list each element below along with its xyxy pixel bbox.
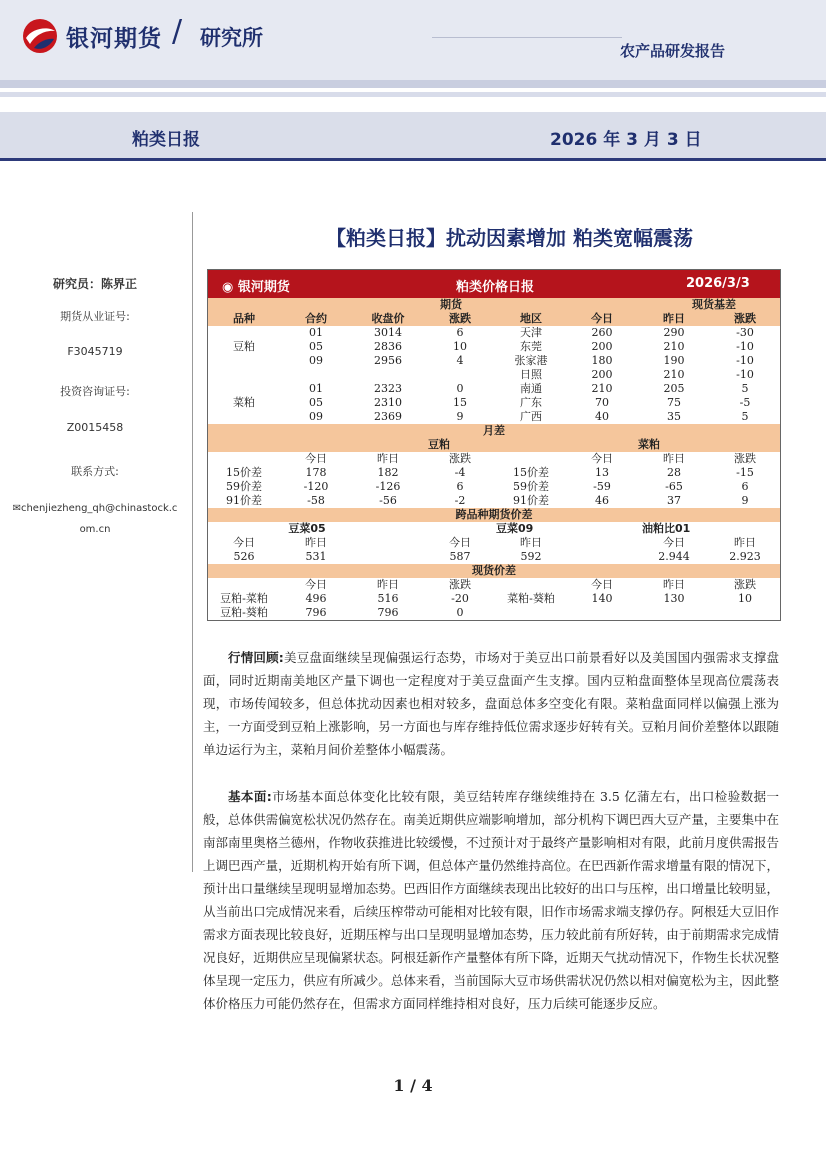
month-row — [208, 466, 780, 480]
month-rows — [208, 466, 780, 508]
col-header: 今日 — [305, 578, 327, 591]
cell: 70 — [595, 396, 609, 409]
rapemeal-label: 菜粕 — [496, 438, 780, 452]
cell: 180 — [591, 354, 613, 367]
cell: 40 — [595, 410, 609, 423]
consult-number: Z0015458 — [66, 421, 124, 434]
futures-row — [208, 354, 780, 368]
cell: -59 — [593, 480, 611, 493]
header-stripe-thin — [0, 92, 826, 97]
cell: 2836 — [374, 340, 402, 353]
month-col-row — [208, 452, 780, 466]
col-header: 今日 — [449, 536, 471, 549]
cell: 200 — [591, 340, 613, 353]
cell: 46 — [595, 494, 609, 507]
cell — [208, 410, 280, 424]
cell — [208, 382, 280, 396]
cell — [208, 354, 280, 368]
cell: 130 — [663, 592, 685, 605]
cell — [566, 606, 638, 620]
cell: 张家港 — [514, 354, 548, 367]
col-header: 涨跌 — [449, 578, 471, 591]
cell: 190 — [663, 354, 685, 367]
cell: 592 — [520, 550, 542, 563]
cell: 豆粕-葵粕 — [220, 606, 268, 619]
month-section-label: 月差 — [208, 424, 780, 438]
cross-label-0909: 豆菜09 — [496, 522, 534, 535]
cell: 2323 — [374, 382, 402, 395]
cell: -65 — [665, 480, 683, 493]
header-rule — [432, 37, 622, 38]
cell: 广西 — [520, 410, 542, 423]
cell — [280, 368, 352, 382]
cell: -126 — [375, 480, 401, 493]
cell: 广东 — [520, 396, 542, 409]
cell: 210 — [663, 340, 685, 353]
price-table-header — [208, 270, 780, 298]
email-line-1[interactable]: ✉chenjiezheng_qh@chinastock.c — [12, 503, 178, 514]
col-header: 昨日 — [305, 536, 327, 549]
sidebar-divider — [192, 212, 193, 872]
cell: -15 — [736, 466, 754, 479]
month-row — [208, 494, 780, 508]
col-header: 昨日 — [638, 312, 710, 326]
cell: 2956 — [374, 354, 402, 367]
cell: 东莞 — [520, 340, 542, 353]
col-header: 昨日 — [663, 452, 685, 465]
cell: 6 — [741, 480, 749, 493]
cell: 05 — [309, 396, 323, 409]
cell: 3014 — [374, 326, 402, 339]
cell: 91价差 — [513, 494, 549, 507]
cell: 10 — [738, 592, 752, 605]
cross-value-row — [208, 550, 780, 564]
galaxy-logo-icon: ◉ — [222, 280, 238, 295]
cell — [208, 326, 280, 340]
col-header: 昨日 — [734, 536, 756, 549]
col-header: 收盘价 — [352, 312, 424, 326]
cell: 290 — [663, 326, 685, 339]
cross-label-0505: 豆菜05 — [288, 522, 326, 535]
spot-row — [208, 592, 780, 606]
col-header: 涨跌 — [734, 578, 756, 591]
mail-icon: ✉ — [12, 503, 21, 514]
cell: 35 — [667, 410, 681, 423]
fundamentals-text: 市场基本面总体变化比较有限，美豆结转库存继续维持在 3.5 亿蒲左右，出口检验数据一般，总体供需偏宽松状况仍然存在。南美近期供应端影响增加，部分机构下调巴西大豆产量，主要集中在南部南里奥格兰德州，作物收获推进比较缓慢，不过预计对于最终产量影响相对有限，此前月度供需报告上调巴西产量，近期机构开始有所下调，但总体产量仍然维持高位。在巴西新作需求增量有限的情况下，预计出口量继续呈现明显增加态势。巴西旧作方面继续表现出比较好的出口与压榨，出口增量比较明显，从当前出口完成情况来看，后续压榨带动可能相对比较有限，旧作市场需求端支撑仍存。阿根廷大豆旧作需求方面表现比较良好，近期压榨与出口呈现明显增加态势，压力较此前有所好转，由于前期需求完成情况良好，近期供应呈现偏紧状态。阿根廷新作产量整体有所下降，近期天气扰动情况下，作物生长状况整体呈现一定压力，供应有所减少。总体来看，当前国际大豆市场供需状况仍然以相对偏宽松为主，因此整体价格压力可能仍然存在，但需求方面同样维持相对良好，压力后续可能逐步反应。 — [203, 789, 780, 1011]
col-header: 品种 — [208, 312, 280, 326]
col-header: 今日 — [591, 578, 613, 591]
cell: 15 — [453, 396, 467, 409]
table-date: 2026/3/3 — [686, 276, 750, 291]
header-stripe — [0, 80, 826, 88]
cross-section-label: 跨品种期货价差 — [208, 508, 780, 522]
cell: 0 — [456, 606, 464, 619]
page-number: 1 / 4 — [393, 1076, 433, 1095]
cell: 南通 — [520, 382, 542, 395]
cell: -58 — [307, 494, 325, 507]
cell: -4 — [454, 466, 466, 479]
consult-label: 投资咨询证号: — [60, 385, 130, 398]
cell: 59价差 — [226, 480, 262, 493]
brand-name: 银河期货 — [66, 26, 162, 52]
cell: 178 — [305, 466, 327, 479]
cell: 75 — [667, 396, 681, 409]
cell: 2.923 — [729, 550, 761, 563]
cell: 5 — [741, 410, 749, 423]
col-header: 合约 — [280, 312, 352, 326]
cell: 菜粕 — [233, 396, 255, 409]
futures-header-row — [208, 312, 780, 326]
license-label: 期货从业证号: — [60, 310, 130, 323]
cell: -56 — [379, 494, 397, 507]
cell: -10 — [736, 368, 754, 381]
col-header: 今日 — [233, 536, 255, 549]
cell: 豆粕 — [233, 340, 255, 353]
cell — [352, 368, 424, 382]
cell: 15价差 — [226, 466, 262, 479]
cell: 587 — [449, 550, 471, 563]
brand-divider: / — [172, 14, 183, 49]
futures-row — [208, 396, 780, 410]
futures-row — [208, 326, 780, 340]
cell: 菜粕-葵粕 — [507, 592, 555, 605]
cell: 01 — [309, 326, 323, 339]
cell: 6 — [456, 326, 464, 339]
table-title: 粕类价格日报 — [456, 280, 535, 295]
month-section-row — [208, 424, 780, 438]
col-header: 昨日 — [377, 452, 399, 465]
cell: 天津 — [520, 326, 542, 339]
cell: 531 — [305, 550, 327, 563]
col-header: 涨跌 — [734, 452, 756, 465]
cell: 10 — [453, 340, 467, 353]
col-header: 地区 — [496, 312, 566, 326]
spot-row — [208, 606, 780, 620]
futures-row — [208, 340, 780, 354]
cell: -20 — [451, 592, 469, 605]
researcher: 研究员：陈界正 — [52, 277, 137, 291]
report-type: 农产品研发报告 — [620, 42, 726, 60]
col-header: 今日 — [566, 312, 638, 326]
cell: 526 — [233, 550, 255, 563]
title-bar — [0, 112, 826, 158]
galaxy-logo-icon — [22, 18, 58, 54]
table-logo: ◉ 银河期货 — [222, 280, 290, 295]
license-number: F3045719 — [67, 345, 123, 358]
cell — [710, 606, 780, 620]
futures-section-row — [208, 298, 780, 312]
cell: 豆粕-菜粕 — [220, 592, 268, 605]
spot-section-row — [208, 564, 780, 578]
futures-row — [208, 382, 780, 396]
contact-label: 联系方式: — [71, 465, 119, 478]
cell: -120 — [303, 480, 329, 493]
month-subheader-row — [208, 438, 780, 452]
cell: 4 — [456, 354, 464, 367]
basis-section-label: 现货基差 — [496, 298, 780, 312]
cell: -2 — [454, 494, 466, 507]
cell: 496 — [305, 592, 327, 605]
cell: 13 — [595, 466, 609, 479]
cell: 2369 — [374, 410, 402, 423]
cell — [208, 368, 280, 382]
cell: 日照 — [520, 368, 542, 381]
cell: 210 — [663, 368, 685, 381]
cell: 28 — [667, 466, 681, 479]
email-line-2[interactable]: om.cn — [79, 524, 111, 535]
col-header: 涨跌 — [424, 312, 496, 326]
cross-section-row — [208, 508, 780, 522]
col-header: 昨日 — [663, 578, 685, 591]
cell: 09 — [309, 354, 323, 367]
col-header: 今日 — [591, 452, 613, 465]
col-header: 昨日 — [520, 536, 542, 549]
cell: 182 — [377, 466, 399, 479]
col-header: 昨日 — [377, 578, 399, 591]
spot-section-label: 现货价差 — [208, 564, 780, 578]
price-table — [207, 269, 781, 621]
price-grid — [208, 298, 780, 620]
title-bar-underline — [0, 158, 826, 161]
cross-label-oilmeal: 油粕比01 — [642, 522, 691, 535]
cell: 37 — [667, 494, 681, 507]
cell — [496, 606, 566, 620]
col-header: 今日 — [663, 536, 685, 549]
cell: 796 — [377, 606, 399, 619]
soymeal-label: 豆粕 — [208, 438, 496, 452]
cell: 140 — [591, 592, 613, 605]
cell: 6 — [456, 480, 464, 493]
col-header: 今日 — [305, 452, 327, 465]
review-text: 美豆盘面继续呈现偏强运行态势，市场对于美豆出口前景看好以及美国国内强需求支撑盘面，同时近期南美地区产量下调也一定程度对于美豆盘面产生支撑。国内豆粕盘面整体呈现高位震荡表现，市场传闻较多，但总体扰动因素也相对较多，盘面总体多空变化有限。菜粕盘面同样以偏强上涨为主，一方面受到豆粕上涨影响，另一方面也与库存维持低位需求逐步好转有关。豆粕月间价差整体以跟随单边运行为主，菜粕月间价差整体小幅震荡。 — [203, 650, 779, 757]
cross-col-row — [208, 536, 780, 550]
cell: 09 — [309, 410, 323, 423]
cell: -5 — [739, 396, 751, 409]
futures-rows — [208, 326, 780, 424]
review-label: 行情回顾: — [228, 650, 284, 665]
cell: 205 — [663, 382, 685, 395]
doc-title: 【粕类日报】扰动因素增加 粕类宽幅震荡 — [326, 226, 693, 250]
col-header: 涨跌 — [449, 452, 471, 465]
futures-section-label: 期货 — [208, 298, 496, 312]
cell: -30 — [736, 326, 754, 339]
cell: 05 — [309, 340, 323, 353]
cell: 59价差 — [513, 480, 549, 493]
fundamentals-label: 基本面: — [228, 789, 272, 804]
cell: 5 — [741, 382, 749, 395]
cell: 9 — [456, 410, 464, 423]
cell: 91价差 — [226, 494, 262, 507]
cell: 796 — [305, 606, 327, 619]
month-row — [208, 480, 780, 494]
cell: 9 — [741, 494, 749, 507]
cell: 2.944 — [658, 550, 690, 563]
futures-row — [208, 410, 780, 424]
institute-name: 研究所 — [200, 26, 263, 50]
cell: 15价差 — [513, 466, 549, 479]
cross-subheader-row — [208, 522, 780, 536]
cell: 210 — [591, 382, 613, 395]
review-paragraph — [203, 646, 779, 761]
cell: -10 — [736, 354, 754, 367]
col-header: 涨跌 — [710, 312, 780, 326]
cell: 260 — [591, 326, 613, 339]
spot-col-row — [208, 578, 780, 592]
cell: 200 — [591, 368, 613, 381]
cell — [638, 606, 710, 620]
report-date: 2026 年 3 月 3 日 — [550, 130, 702, 150]
cell: -10 — [736, 340, 754, 353]
cell: 2310 — [374, 396, 402, 409]
daily-name: 粕类日报 — [132, 130, 200, 150]
cell — [424, 368, 496, 382]
cell: 0 — [456, 382, 464, 395]
cell: 516 — [377, 592, 399, 605]
spot-rows — [208, 592, 780, 620]
fundamentals-paragraph — [203, 785, 779, 1015]
cell: 01 — [309, 382, 323, 395]
futures-row — [208, 368, 780, 382]
